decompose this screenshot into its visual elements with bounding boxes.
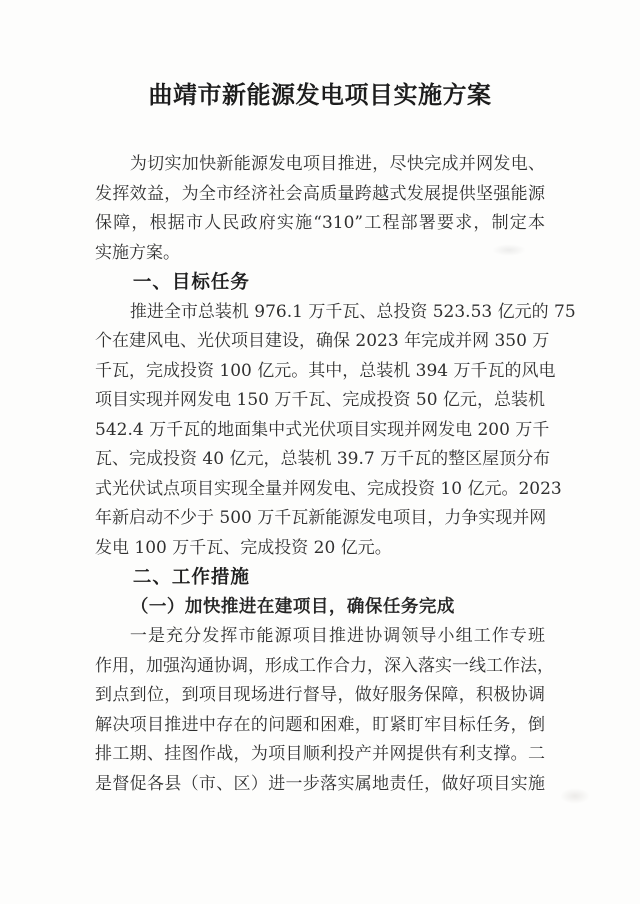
text-line: 千瓦，完成投资 100 亿元。其中，总装机 394 万千瓦的风电 (95, 360, 556, 381)
text-line: 发电 100 万千瓦、完成投资 20 亿元。 (95, 537, 392, 558)
text-line: 个在建风电、光伏项目建设，确保 2023 年完成并网 350 万 (95, 331, 550, 351)
text-line: 发挥效益，为全市经济社会高质量跨越式发展提供坚强能源 (95, 183, 545, 204)
text-line: 式光伏试点项目实现全量并网发电、完成投资 10 亿元。2023 (95, 478, 562, 499)
text-line: 保障，根据市人民政府实施“310”工程部署要求，制定本 (95, 213, 545, 233)
text-line: 到点到位，到项目现场进行督导，做好服务保障，积极协调 (95, 685, 545, 705)
text-line: 一是充分发挥市能源项目推进协调领导小组工作专班 (129, 626, 545, 646)
section-heading-measures: 二、工作措施 (132, 567, 250, 588)
document-title: 曲靖市新能源发电项目实施方案 (148, 81, 492, 109)
text-line: 项目实现并网发电 150 万千瓦、完成投资 50 亿元，总装机 (95, 390, 545, 410)
subsection-heading: （一）加快推进在建项目，确保任务完成 (130, 596, 455, 617)
text-line: 实施方案。 (95, 242, 180, 263)
text-line: 解决项目推进中存在的问题和困难，盯紧盯牢目标任务，倒 (95, 714, 545, 735)
text-line: 排工期、挂图作战，为项目顺利投产并网提供有利支撑。二 (95, 744, 545, 764)
text-line: 是督促各县（市、区）进一步落实属地责任，做好项目实施 (95, 773, 545, 794)
text-line: 作用，加强沟通协调，形成工作合力，深入落实一线工作法， (95, 655, 554, 676)
text-line: 瓦、完成投资 40 亿元，总装机 39.7 万千瓦的整区屋顶分布 (95, 449, 551, 469)
text-line: 年新启动不少于 500 万千瓦新能源发电项目，力争实现并网 (95, 508, 547, 528)
text-line: 推进全市总装机 976.1 万千瓦、总投资 523.53 亿元的 75 (129, 301, 576, 322)
section-heading-goals: 一、目标任务 (132, 272, 250, 293)
text-line: 542.4 万千瓦的地面集中式光伏项目实现并网发电 200 万千 (95, 419, 550, 440)
text-line: 为切实加快新能源发电项目推进，尽快完成并网发电、 (129, 154, 545, 174)
